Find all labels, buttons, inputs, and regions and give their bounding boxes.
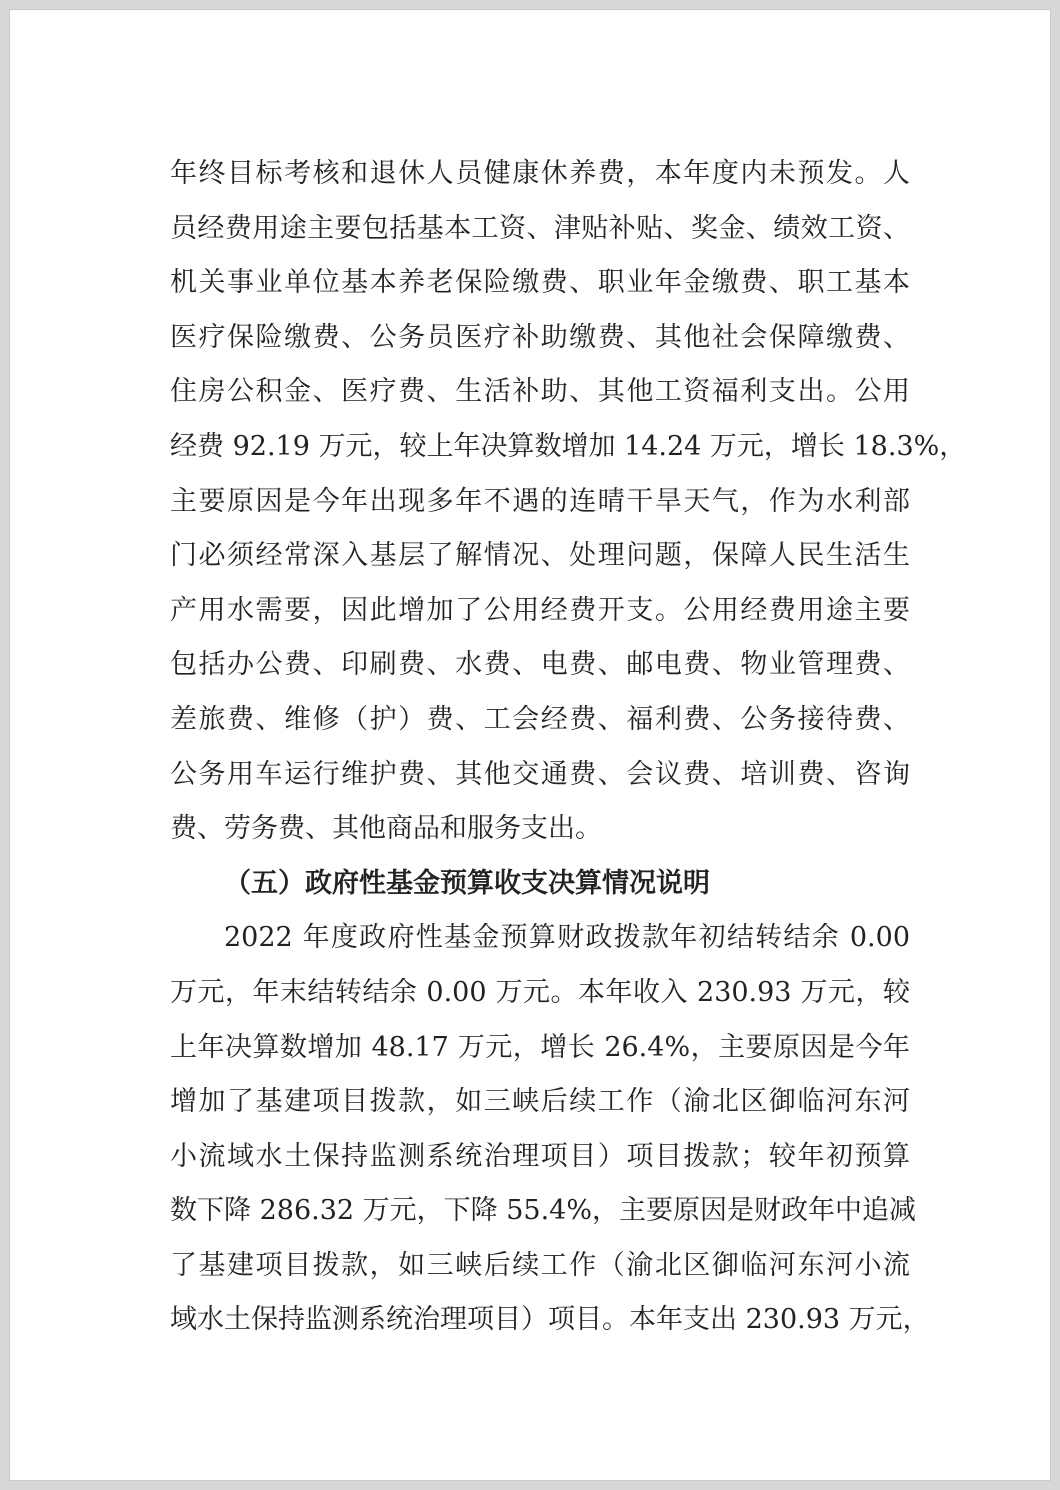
text-line: 门必须经常深入基层了解情况、处理问题，保障人民生活生: [170, 540, 910, 572]
text-line: 小流域水土保持监测系统治理项目）项目拨款；较年初预算: [170, 1140, 910, 1172]
text-line: 员经费用途主要包括基本工资、津贴补贴、奖金、绩效工资、: [170, 212, 910, 244]
text-line: 主要原因是今年出现多年不遇的连晴干旱天气，作为水利部: [170, 485, 910, 517]
text-line: 年终目标考核和退休人员健康休养费，本年度内未预发。人: [170, 158, 910, 189]
text-line: 上年决算数增加 48.17 万元，增长 26.4%，主要原因是今年: [170, 1031, 910, 1063]
text-line: 公务用车运行维护费、其他交通费、会议费、培训费、咨询: [170, 758, 910, 790]
text-line: 住房公积金、医疗费、生活补助、其他工资福利支出。公用: [170, 376, 910, 408]
text-line: 费、劳务费、其他商品和服务支出。: [170, 813, 602, 845]
document-page: [10, 10, 1050, 1480]
section-heading: （五）政府性基金预算收支决算情况说明: [224, 867, 710, 899]
paragraph-personnel-and-public-expenses: [170, 147, 967, 857]
text-line: 了基建项目拨款，如三峡后续工作（渝北区御临河东河小流: [170, 1249, 910, 1281]
text-line: 域水土保持监测系统治理项目）项目。本年支出 230.93 万元，: [170, 1304, 930, 1336]
text-line: 增加了基建项目拨款，如三峡后续工作（渝北区御临河东河: [170, 1086, 910, 1118]
document-body: [170, 147, 967, 1348]
text-line: 差旅费、维修（护）费、工会经费、福利费、公务接待费、: [170, 703, 910, 735]
paragraph-government-fund-budget: [170, 911, 930, 1348]
text-line: 包括办公费、印刷费、水费、电费、邮电费、物业管理费、: [170, 649, 910, 681]
text-line: 机关事业单位基本养老保险缴费、职业年金缴费、职工基本: [170, 267, 910, 299]
text-line: 医疗保险缴费、公务员医疗补助缴费、其他社会保障缴费、: [170, 321, 910, 353]
text-line: 经费 92.19 万元，较上年决算数增加 14.24 万元，增长 18.3%，: [170, 430, 967, 462]
text-line: 数下降 286.32 万元，下降 55.4%，主要原因是财政年中追减: [170, 1195, 916, 1227]
text-line: 2022 年度政府性基金预算财政拨款年初结转结余 0.00: [224, 922, 910, 954]
text-line: 产用水需要，因此增加了公用经费开支。公用经费用途主要: [170, 594, 910, 626]
text-line: 万元，年末结转结余 0.00 万元。本年收入 230.93 万元，较: [170, 976, 910, 1008]
